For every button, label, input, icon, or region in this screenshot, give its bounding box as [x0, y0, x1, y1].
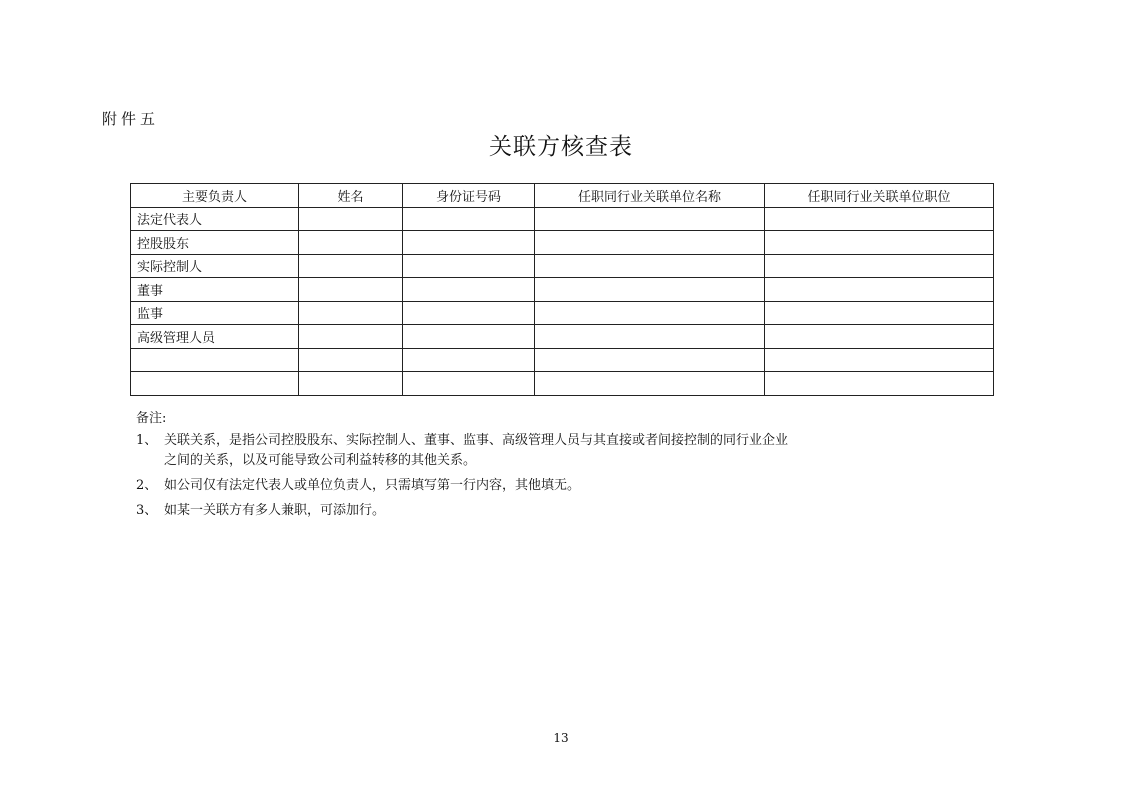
name-cell[interactable] — [299, 231, 403, 255]
table-row — [131, 207, 994, 231]
table-row — [131, 254, 994, 278]
header-name: 姓名 — [299, 184, 403, 208]
role-cell[interactable] — [131, 348, 299, 372]
name-cell[interactable] — [299, 372, 403, 396]
name-cell[interactable] — [299, 325, 403, 349]
id-number-cell[interactable] — [403, 325, 535, 349]
id-number-cell[interactable] — [403, 372, 535, 396]
table-row — [131, 372, 994, 396]
unit-name-cell[interactable] — [535, 254, 765, 278]
table-header-row — [131, 184, 994, 208]
note-item — [136, 431, 864, 471]
page-title: 关联方核查表 — [489, 134, 633, 160]
role-cell: 监事 — [131, 301, 299, 325]
name-cell[interactable] — [299, 207, 403, 231]
note-item — [136, 501, 864, 521]
name-cell[interactable] — [299, 348, 403, 372]
unit-position-cell[interactable] — [765, 301, 994, 325]
header-related-unit-name: 任职同行业关联单位名称 — [535, 184, 765, 208]
role-cell: 实际控制人 — [131, 254, 299, 278]
note-number: 3、 — [136, 503, 158, 518]
name-cell[interactable] — [299, 278, 403, 302]
role-cell: 法定代表人 — [131, 207, 299, 231]
unit-position-cell[interactable] — [765, 348, 994, 372]
note-item — [136, 476, 864, 496]
role-cell: 控股股东 — [131, 231, 299, 255]
unit-position-cell[interactable] — [765, 372, 994, 396]
note-body — [164, 431, 864, 471]
related-party-table — [130, 183, 994, 396]
unit-position-cell[interactable] — [765, 254, 994, 278]
header-id-number: 身份证号码 — [403, 184, 535, 208]
id-number-cell[interactable] — [403, 231, 535, 255]
notes-heading: 备注: — [136, 411, 167, 426]
header-responsible-person: 主要负责人 — [131, 184, 299, 208]
role-cell: 董事 — [131, 278, 299, 302]
unit-position-cell[interactable] — [765, 278, 994, 302]
unit-position-cell[interactable] — [765, 325, 994, 349]
unit-name-cell[interactable] — [535, 301, 765, 325]
table-row — [131, 231, 994, 255]
note-number: 2、 — [136, 478, 158, 493]
id-number-cell[interactable] — [403, 254, 535, 278]
table-row — [131, 278, 994, 302]
table-row — [131, 348, 994, 372]
id-number-cell[interactable] — [403, 348, 535, 372]
note-text: 如公司仅有法定代表人或单位负责人，只需填写第一行内容，其他填无。 — [164, 478, 581, 493]
role-cell[interactable] — [131, 372, 299, 396]
table-row — [131, 325, 994, 349]
note-text: 关联关系，是指公司控股股东、实际控制人、董事、监事、高级管理人员与其直接或者间接控制的同行业企业 — [164, 433, 789, 448]
unit-name-cell[interactable] — [535, 325, 765, 349]
unit-name-cell[interactable] — [535, 278, 765, 302]
unit-name-cell[interactable] — [535, 207, 765, 231]
page-number: 13 — [553, 731, 569, 745]
note-number: 1、 — [136, 433, 158, 448]
role-cell: 高级管理人员 — [131, 325, 299, 349]
attachment-label: 附件五 — [102, 110, 160, 128]
unit-position-cell[interactable] — [765, 207, 994, 231]
id-number-cell[interactable] — [403, 301, 535, 325]
id-number-cell[interactable] — [403, 207, 535, 231]
unit-name-cell[interactable] — [535, 372, 765, 396]
note-text-continued: 之间的关系，以及可能导致公司利益转移的其他关系。 — [164, 453, 477, 468]
notes-section — [136, 409, 864, 526]
unit-position-cell[interactable] — [765, 231, 994, 255]
name-cell[interactable] — [299, 301, 403, 325]
unit-name-cell[interactable] — [535, 231, 765, 255]
id-number-cell[interactable] — [403, 278, 535, 302]
header-related-unit-position: 任职同行业关联单位职位 — [765, 184, 994, 208]
unit-name-cell[interactable] — [535, 348, 765, 372]
name-cell[interactable] — [299, 254, 403, 278]
note-text: 如某一关联方有多人兼职，可添加行。 — [164, 503, 386, 518]
table-row — [131, 301, 994, 325]
